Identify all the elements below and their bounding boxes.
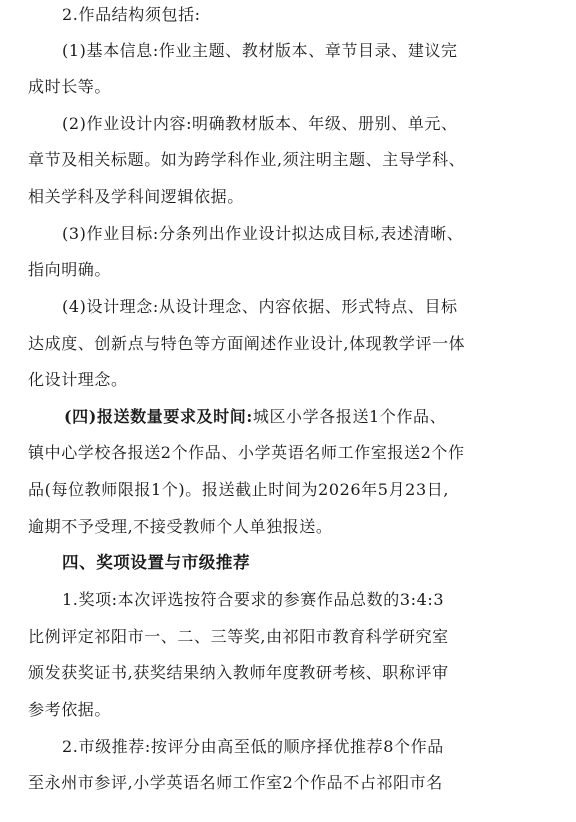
text-line: 2.市级推荐:按评分由高至低的顺序择优推荐8个作品 xyxy=(62,737,444,756)
text-line: 品(每位教师限报1个)。报送截止时间为2026年5月23日, xyxy=(28,480,450,499)
text-line: 章节及相关标题。如为跨学科作业,须注明主题、主导学科、 xyxy=(28,150,466,169)
section-paragraph-line xyxy=(64,406,554,428)
text-line: (1)基本信息:作业主题、教材版本、章节目录、建议完 xyxy=(62,41,458,60)
text-span: 城区小学各报送1个作品、 xyxy=(252,407,447,426)
text-line: 镇中心学校各报送2个作品、小学英语名师工作室报送2个作 xyxy=(28,443,465,462)
text-line: 2.作品结构须包括: xyxy=(62,5,201,24)
text-line: 颁发获奖证书,获奖结果纳入教师年度教研考核、职称评审 xyxy=(28,663,449,682)
text-line: 参考依据。 xyxy=(28,700,112,719)
text-line: 1.奖项:本次评选按符合要求的参赛作品总数的3:4:3 xyxy=(62,590,445,609)
text-line: 比例评定祁阳市一、二、三等奖,由祁阳市教育科学研究室 xyxy=(28,627,449,646)
section-subheading: (四)报送数量要求及时间: xyxy=(64,407,253,426)
text-line: 化设计理念。 xyxy=(28,370,128,389)
text-line: (3)作业目标:分条列出作业设计拟达成目标,表述清晰、 xyxy=(62,224,464,243)
text-line: 相关学科及学科间逻辑依据。 xyxy=(28,187,244,206)
section-heading: 四、奖项设置与市级推荐 xyxy=(62,553,251,572)
text-line: 至永州市参评,小学英语名师工作室2个作品不占祁阳市名 xyxy=(28,773,443,792)
text-line: 逾期不予受理,不接受教师个人单独报送。 xyxy=(28,517,333,536)
text-line: (4)设计理念:从设计理念、内容依据、形式特点、目标 xyxy=(62,297,458,316)
text-line: 成时长等。 xyxy=(28,77,112,96)
text-line: 达成度、创新点与特色等方面阐述作业设计,体现教学评一体 xyxy=(28,334,466,353)
text-line: 指向明确。 xyxy=(28,260,112,279)
text-line: (2)作业设计内容:明确教材版本、年级、册别、单元、 xyxy=(62,114,458,133)
